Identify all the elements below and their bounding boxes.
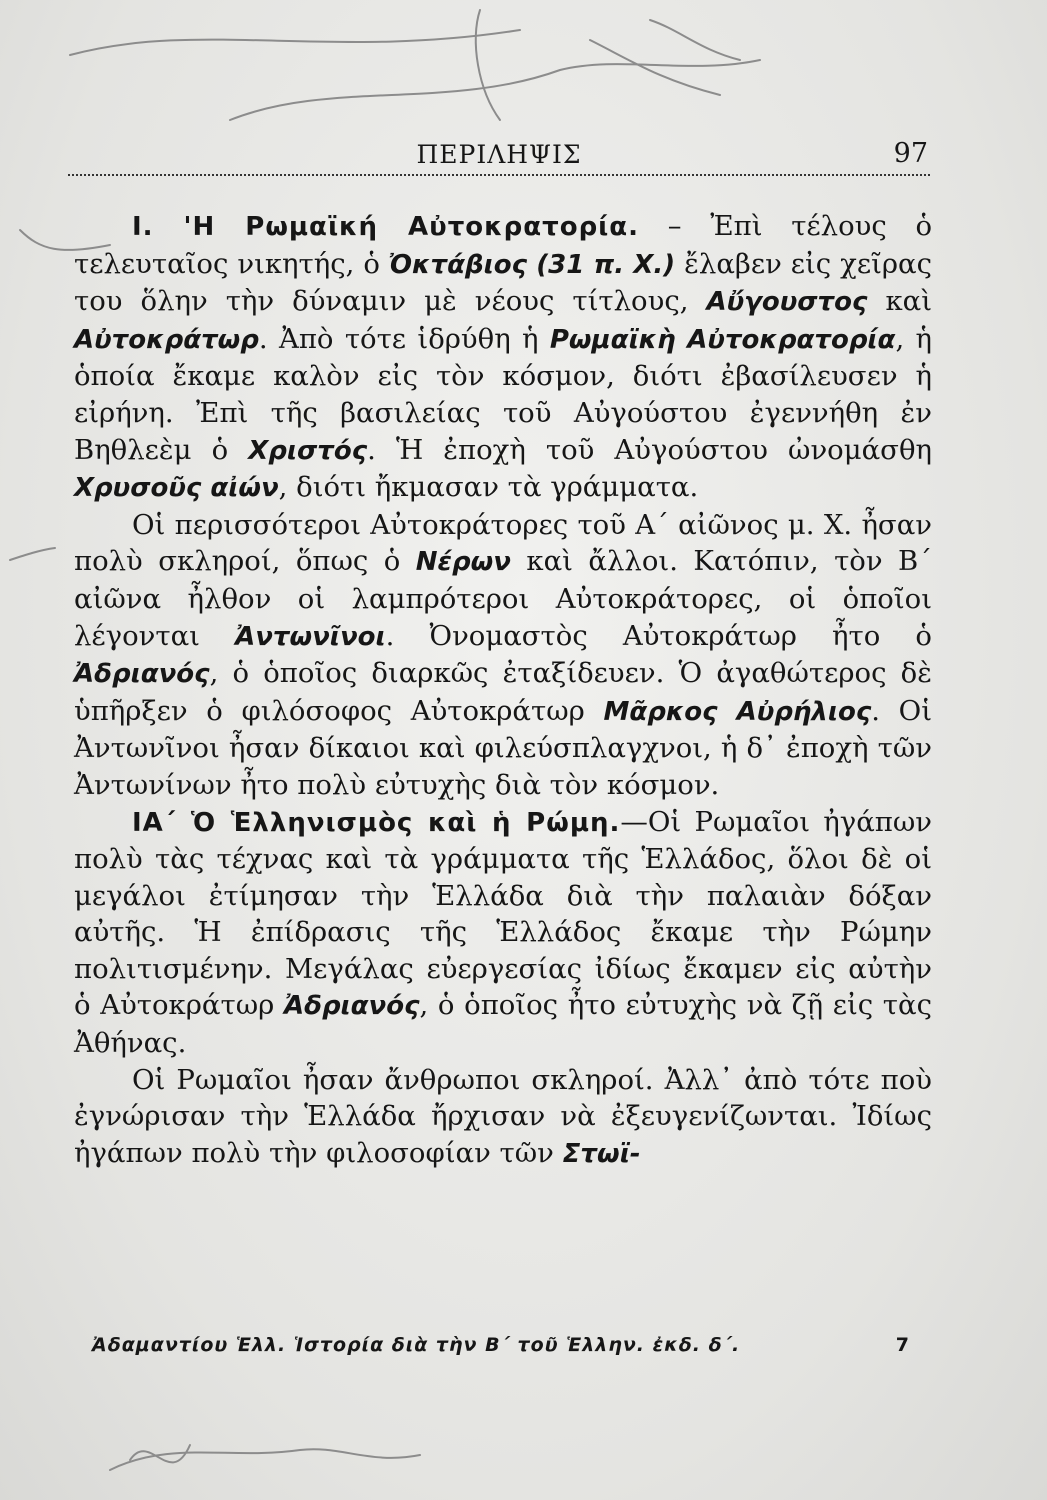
running-title: ΠΕΡΙΛΗΨΙΣ [416,140,582,169]
text-run: , διότι ἤκμασαν τὰ γράμματα. [278,471,699,504]
text-run: . Οἱ Ἀντωνῖνοι ἦσαν δίκαιοι καὶ φιλεύσπλαγχνοι, ἡ δ᾿ ἐποχὴ τῶν Ἀντωνίνων ἦτο πολὺ εὐτυχὴς διὰ τὸν κόσμον. [74,694,932,801]
text-run: , ἡ ὁποία ἔκαμε καλὸν εἰς τὸν κόσμον, διότι ἐβασίλευσεν ἡ εἰρήνη. Ἐπὶ τῆς βασιλείας τοῦ Αὐγούστου ἐγεννήθη ἐν Βηθλεὲμ ὁ [74,322,933,466]
page-number: 97 [893,138,928,169]
section-1-title: Ι. 'Η Ρωμαϊκή Αὐτοκρατορία. [132,212,640,242]
text-run: Οἱ Ρωμαῖοι ἦσαν ἄνθρωποι σκληροί. Ἀλλ᾿ ἀπὸ τότε ποὺ ἐγνώρισαν τὴν Ἑλλάδα ἤρχισαν νὰ ἐξευγενίζωνται. Ἰδίως ἠγάπων πολὺ τὴν φιλοσοφίαν τῶν [74,1063,932,1169]
text-run: . Ὀνομαστὸς Αὐτοκράτωρ ἦτο ὁ [385,619,932,652]
emphasis-christ: Χριστός [248,435,368,466]
emphasis-augustus: Αὔγουστος [706,287,868,318]
emphasis-antonines: Ἀντωνῖνοι [235,621,386,652]
text-run: , ὁ ὁποῖος διαρκῶς ἐταξίδευεν. Ὁ ἀγαθώτερος δὲ ὑπῆρξεν ὁ φιλόσοφος Αὐτοκράτωρ [74,657,932,727]
section-1-paragraph [74,208,932,507]
text-run: . Ἡ ἐποχὴ τοῦ Αὐγούστου ὠνομάσθη [367,433,932,466]
text-run: , ὁ ὁποῖος ἦτο εὐτυχὴς νὰ ζῇ εἰς τὰς Ἀθήνας. [74,989,932,1060]
section-1-paragraph-2 [74,507,932,804]
page-footer [92,1334,912,1356]
section-11-paragraph [74,804,932,1062]
text-run: —Οἱ Ρωμαῖοι ἠγάπων πολὺ τὰς τέχνας καὶ τὰ γράμματα τῆς Ἑλλάδος, ὅλοι δὲ οἱ μεγάλοι ἐτίμησαν τὴν Ἑλλάδα διὰ τὴν παλαιὰν δόξαν αὐτῆς. Ἡ ἐπίδρασις τῆς Ἑλλάδος ἔκαμε τὴν Ρώμην πολιτισμένην. Μεγάλας εὐεργεσίας ἰδίως ἔκαμεν εἰς αὐτὴν ὁ Αὐτοκράτωρ [74,805,932,1022]
section-11-paragraph-2 [74,1062,932,1173]
emphasis-stoics: Στωϊ- [562,1138,641,1169]
emphasis-hadrian: Ἀδριανός [74,659,210,690]
text-run: Οἱ περισσότεροι Αὐτοκράτορες τοῦ Α΄ αἰῶνος μ. Χ. ἦσαν πολὺ σκληροί, ὅπως ὁ [74,508,932,578]
text-run: καὶ ἄλλοι. Κατόπιν, τὸν Β΄ αἰῶνα ἦλθον οἱ λαμπρότεροι Αὐτοκράτορες, οἱ ὁποῖοι λέγονται [74,545,933,652]
page-header [68,138,930,176]
signature-number: 7 [895,1334,910,1356]
footer-citation: Ἀδαμαντίου Ἑλλ. Ἱστορία διὰ τὴν Β΄ τοῦ Ἑλλην. ἐκδ. δ΄. [92,1334,741,1356]
emphasis-golden-age: Χρυσοῦς αἰών [74,473,279,504]
emphasis-nero: Νέρων [415,547,511,578]
text-run: καὶ [867,285,932,318]
emphasis-roman-empire: Ρωμαϊκὴ Αὐτοκρατορία [549,324,896,355]
emphasis-hadrian: Ἀδριανός [283,991,420,1022]
text-run: – Ἐπὶ τέλους ὁ τελευταῖος νικητής, ὁ [74,210,933,280]
section-11-title: ΙΑ΄ Ὁ Ἑλληνισμὸς καὶ ἡ Ρώμη. [132,807,621,838]
emphasis-octavius: Ὀκτάβιος (31 π. Χ.) [388,249,676,280]
text-run: ἔλαβεν εἰς χεῖρας του ὅλην τὴν δύναμιν μὲ νέους τίτλους, [74,247,933,318]
main-text [74,208,932,1172]
emphasis-marcus-aurelius: Μᾶρκος Αὐρήλιος [603,696,872,727]
text-run: . Ἀπὸ τότε ἱδρύθη ἡ [258,322,550,355]
emphasis-autokrator: Αὐτοκράτωρ [74,324,259,355]
